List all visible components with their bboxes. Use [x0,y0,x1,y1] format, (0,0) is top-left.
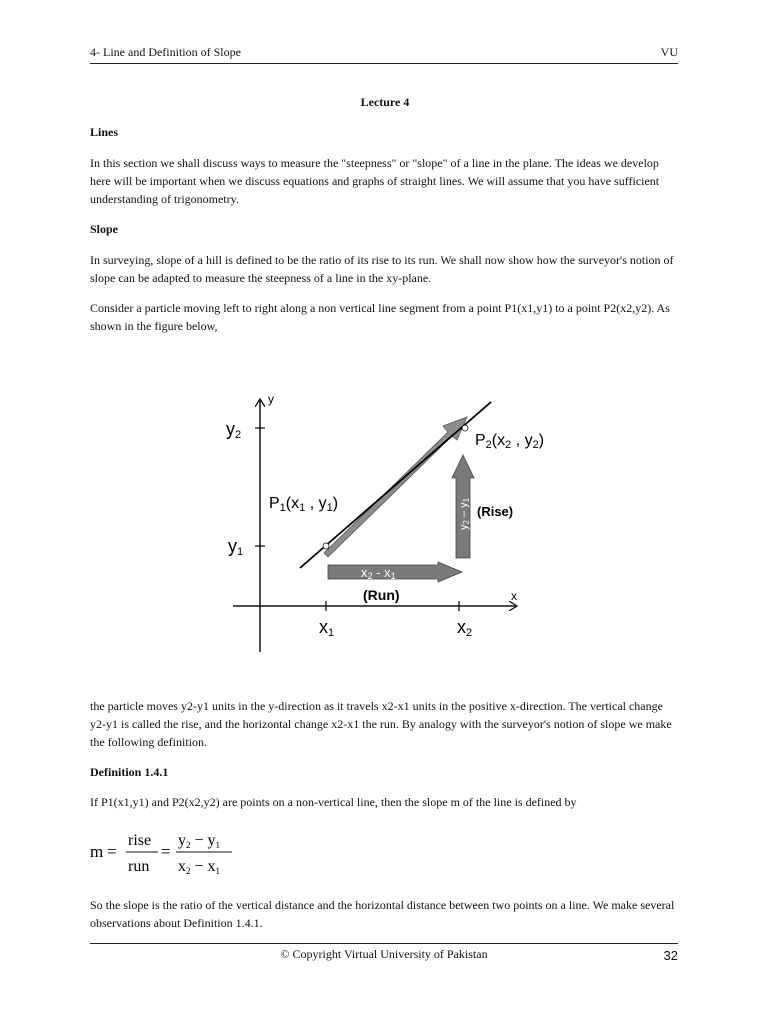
rise-label: (Rise) [477,504,514,519]
diagonal-arrow [324,417,467,557]
p2-label: P2(x2 , y2) [475,432,545,451]
formula-rise: rise [128,832,152,849]
formula-equals-2: = [161,842,171,861]
rise-run-paragraph: the particle moves y2-y1 units in the y-direction as it travels x2-x1 units in the positive x-direction. The vertical change y2-y1 is called the rise, and the horizontal change x2-x1 the run. By analogy with the surveyor's notion of slope we make the following definition. [90,699,672,749]
y1-tick-label: y1 [228,536,244,558]
slope-formula [90,826,290,878]
lecture-title: Lecture 4 [360,95,410,109]
after-figure-content [90,697,680,823]
lines-paragraph: In this section we shall discuss ways to measure the "steepness" or "slope" of a line in the plane. The ideas we develop here will be important when we discuss equations and graphs of straight lines. We will assume that you have sufficient understanding of trigonometry. [90,156,660,206]
slope-paragraph-1: In surveying, slope of a hill is defined to be the ratio of its rise to its run. We shall now show how the surveyor's notion of slope can be adapted to measure the steepness of a line in the xy-plane. [90,253,674,285]
definition-heading: Definition 1.4.1 [90,765,169,779]
copyright-text: © Copyright Virtual University of Pakistan [280,947,488,961]
closing-content [90,896,680,944]
slope-heading: Slope [90,222,119,236]
definition-paragraph: If P1(x1,y1) and P2(x2,y2) are points on a non-vertical line, then the slope m of the line is defined by [90,795,577,809]
run-arrow-label: x2 - x1 [361,565,396,581]
y-axis-label: y [268,392,274,406]
x2-tick-label: x2 [457,617,473,639]
page-header [90,45,678,64]
closing-paragraph: So the slope is the ratio of the vertical distance and the horizontal distance between two points on a line. We make several observations about Definition 1.4.1. [90,898,675,930]
formula-run: run [128,858,150,875]
y2-tick-label: y2 [226,419,242,441]
point-p1 [323,543,329,549]
header-institution: VU [660,45,678,59]
rise-arrow-label: y2 – y1 [458,497,471,530]
x1-tick-label: x1 [319,617,335,639]
x-axis-label: x [511,589,517,603]
slope-paragraph-2: Consider a particle moving left to right along a non vertical line segment from a point P1(x1,y1) to a point P2(x2,y2). As shown in the figure below, [90,301,670,333]
lines-heading: Lines [90,125,119,139]
formula-m: m [90,842,104,861]
point-p2 [462,425,468,431]
formula-equals-1: = [107,842,117,861]
formula-denominator: x2 − x1 [178,858,221,876]
page-footer [90,943,678,966]
header-title: 4- Line and Definition of Slope [90,45,241,59]
main-content [90,93,680,347]
slope-figure [225,390,545,655]
page-number: 32 [663,948,678,963]
formula-numerator: y2 − y1 [178,832,221,850]
p1-label: P1(x1 , y1) [269,495,339,514]
run-label: (Run) [363,587,400,603]
